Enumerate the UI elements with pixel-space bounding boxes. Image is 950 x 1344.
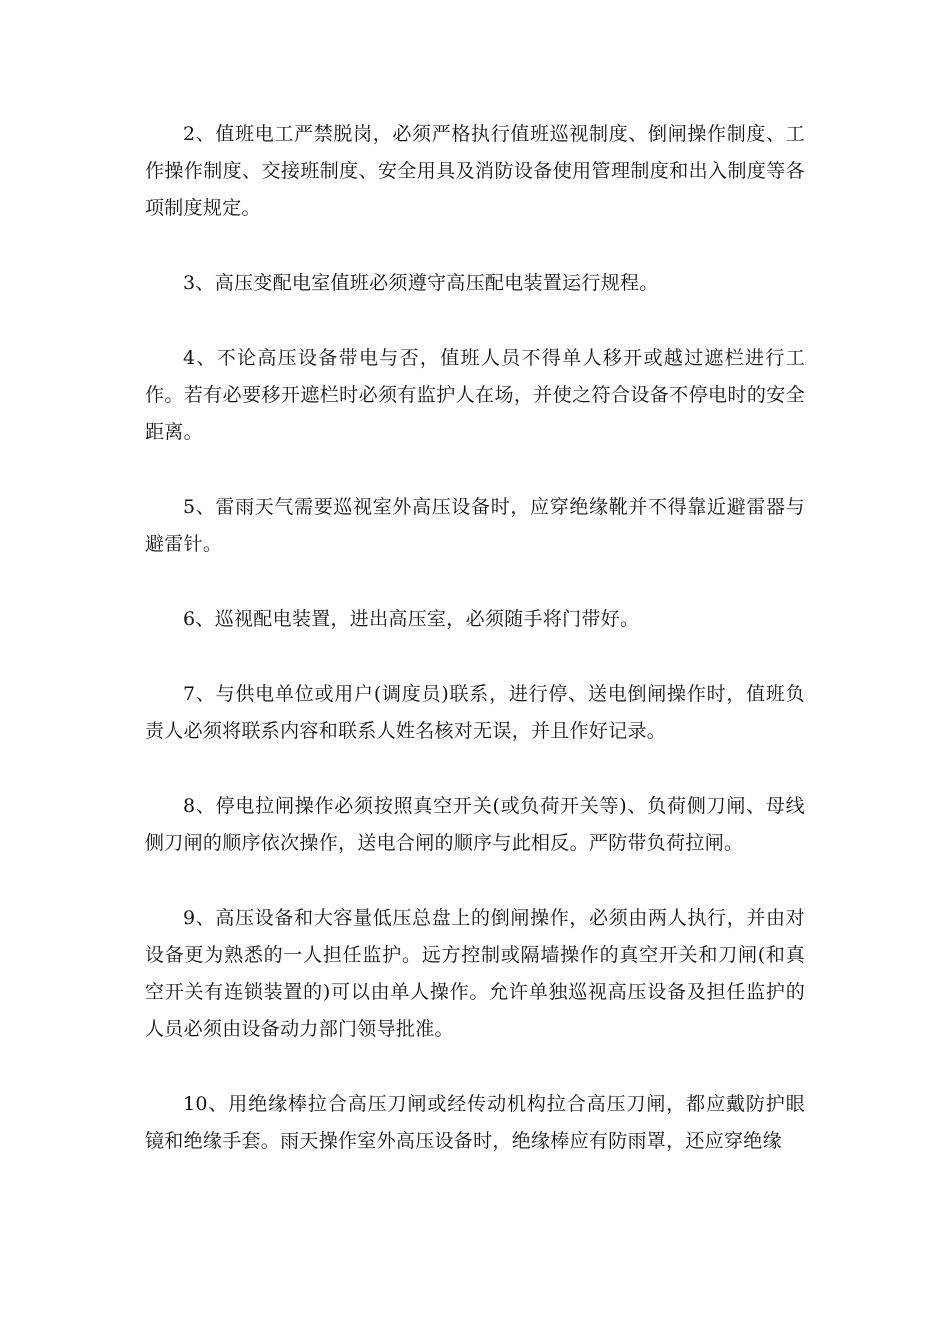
paragraph-rule-4: 4、不论高压设备带电与否，值班人员不得单人移开或越过遮栏进行工作。若有必要移开遮栏时必须有监护人在场，并使之符合设备不停电时的安全距离。 [145,347,805,443]
paragraph-rule-10: 10、用绝缘棒拉合高压刀闸或经传动机构拉合高压刀闸，都应戴防护眼镜和绝缘手套。雨天操作室外高压设备时，绝缘棒应有防雨罩，还应穿绝缘 [145,1093,805,1152]
paragraph-rule-5: 5、雷雨天气需要巡视室外高压设备时，应穿绝缘靴并不得靠近避雷器与避雷针。 [145,496,805,555]
paragraph-rule-6: 6、巡视配电装置，进出高压室，必须随手将门带好。 [183,608,640,630]
document-body [145,116,805,1198]
paragraph-rule-2: 2、值班电工严禁脱岗，必须严格执行值班巡视制度、倒闸操作制度、工作操作制度、交接班制度、安全用具及消防设备使用管理制度和出入制度等各项制度规定。 [145,123,805,219]
paragraph-rule-8: 8、停电拉闸操作必须按照真空开关(或负荷开关等)、负荷侧刀闸、母线侧刀闸的顺序依次操作，送电合闸的顺序与此相反。严防带负荷拉闸。 [145,795,805,854]
paragraph-rule-3: 3、高压变配电室值班必须遵守高压配电装置运行规程。 [183,272,659,294]
paragraph-rule-9: 9、高压设备和大容量低压总盘上的倒闸操作，必须由两人执行，并由对设备更为熟悉的一人担任监护。远方控制或隔墙操作的真空开关和刀闸(和真空开关有连锁装置的)可以由单人操作。允许单独巡视高压设备及担任监护的人员必须由设备动力部门领导批准。 [145,907,805,1040]
paragraph-rule-7: 7、与供电单位或用户(调度员)联系，进行停、送电倒闸操作时，值班负责人必须将联系内容和联系人姓名核对无误，并且作好记录。 [145,683,805,742]
